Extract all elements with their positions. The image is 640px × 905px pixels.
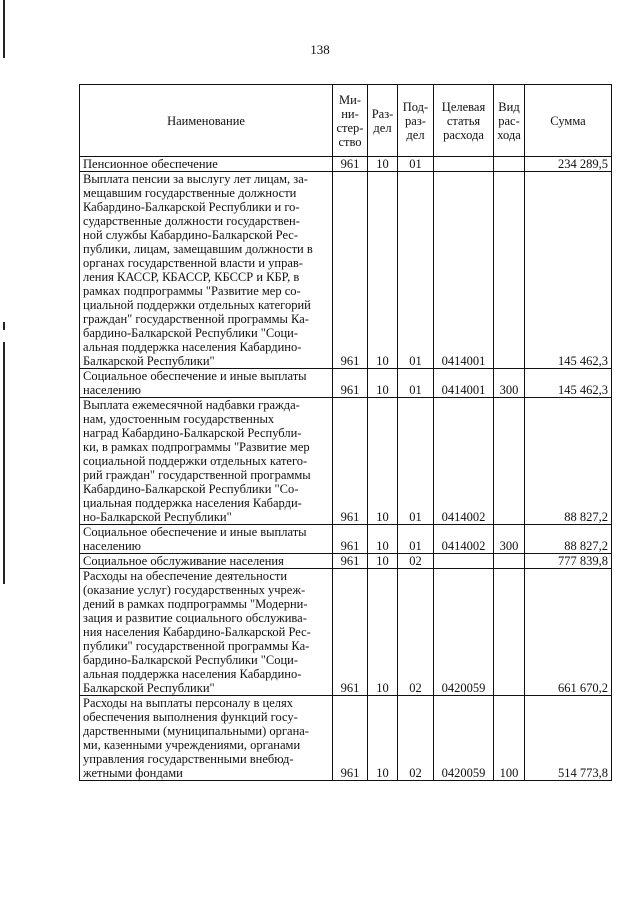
header-ministry: Ми- ни- стер- ство	[333, 85, 368, 157]
page-number: 138	[310, 42, 330, 57]
header-target: Целевая статья расхода	[434, 85, 494, 157]
row-type	[494, 157, 525, 172]
budget-table	[79, 84, 612, 781]
row-sum: 234 289,5	[525, 157, 612, 172]
row-subsection: 01	[398, 369, 434, 398]
row-sum: 777 839,8	[525, 554, 612, 569]
row-target	[434, 554, 494, 569]
row-ministry: 961	[333, 569, 368, 696]
row-name: Пенсионное обеспечение	[80, 157, 333, 172]
row-sum: 145 462,3	[525, 172, 612, 369]
table-row	[80, 398, 612, 525]
row-name: Социальное обслуживание населения	[80, 554, 333, 569]
row-section: 10	[368, 569, 398, 696]
row-sum: 661 670,2	[525, 569, 612, 696]
table-header-row	[80, 85, 612, 157]
row-subsection: 02	[398, 696, 434, 781]
table-row	[80, 696, 612, 781]
row-target: 0414001	[434, 172, 494, 369]
header-name: Наименование	[80, 85, 333, 157]
row-ministry: 961	[333, 369, 368, 398]
header-sum: Сумма	[525, 85, 612, 157]
row-ministry: 961	[333, 696, 368, 781]
row-section: 10	[368, 525, 398, 554]
row-ministry: 961	[333, 554, 368, 569]
table-row	[80, 569, 612, 696]
row-type: 300	[494, 525, 525, 554]
row-section: 10	[368, 554, 398, 569]
table-row	[80, 525, 612, 554]
row-target: 0414002	[434, 525, 494, 554]
row-section: 10	[368, 369, 398, 398]
row-ministry: 961	[333, 398, 368, 525]
row-name: Расходы на выплаты персоналу в целях обеспечения выполнения функций госу- дарственными (муниципальными) органа- ми, казенными учреждениями, органами управления государственными внебюд- жетными фондами	[80, 696, 333, 781]
header-subsection: Под- раз- дел	[398, 85, 434, 157]
row-subsection: 01	[398, 172, 434, 369]
row-target: 0420059	[434, 569, 494, 696]
row-sum: 88 827,2	[525, 398, 612, 525]
row-sum: 145 462,3	[525, 369, 612, 398]
row-sum: 514 773,8	[525, 696, 612, 781]
row-type	[494, 172, 525, 369]
scan-margin-mark	[3, 322, 5, 330]
row-section: 10	[368, 157, 398, 172]
row-ministry: 961	[333, 172, 368, 369]
scan-margin-mark	[3, 342, 5, 584]
row-type: 300	[494, 369, 525, 398]
row-section: 10	[368, 696, 398, 781]
row-name: Выплата пенсии за выслугу лет лицам, за- мещавшим государственные должности Кабардино-Балкарской Республики и го- сударственные должности государствен- ной службы Кабардино-Балкарской Рес- публики, лицам, замещавшим должности в органах государственной власти и управ- ления КАССР, КБАССР, КБССР и КБР, в рамках подпрограммы "Развитие мер со- циальной поддержки отдельных категорий граждан" государственной программы Ка- бардино-Балкарской Республики "Соци- альная поддержка населения Кабардино- Балкарской Республики"	[80, 172, 333, 369]
row-target: 0414002	[434, 398, 494, 525]
header-section: Раз- дел	[368, 85, 398, 157]
table-row	[80, 554, 612, 569]
row-sum: 88 827,2	[525, 525, 612, 554]
row-type	[494, 569, 525, 696]
row-subsection: 02	[398, 554, 434, 569]
row-target: 0414001	[434, 369, 494, 398]
row-ministry: 961	[333, 525, 368, 554]
table-row	[80, 369, 612, 398]
row-subsection: 01	[398, 525, 434, 554]
row-type	[494, 398, 525, 525]
row-type	[494, 554, 525, 569]
row-name: Социальное обеспечение и иные выплаты населению	[80, 369, 333, 398]
row-name: Выплата ежемесячной надбавки гражда- нам, удостоенным государственных наград Кабардино-Балкарской Республи- ки, в рамках подпрограммы "Развитие мер социальной поддержки отдельных катего- рий граждан" государственной программы Кабардино-Балкарской Республики "Со- циальная поддержка населения Кабарди- но-Балкарской Республики"	[80, 398, 333, 525]
row-section: 10	[368, 398, 398, 525]
row-target	[434, 157, 494, 172]
row-subsection: 01	[398, 157, 434, 172]
row-section: 10	[368, 172, 398, 369]
row-subsection: 02	[398, 569, 434, 696]
table-row	[80, 157, 612, 172]
row-ministry: 961	[333, 157, 368, 172]
header-type: Вид рас- хода	[494, 85, 525, 157]
row-target: 0420059	[434, 696, 494, 781]
row-name: Расходы на обеспечение деятельности (оказание услуг) государственных учреж- дений в рамках подпрограммы "Модерни- зация и развитие социального обслужива- ния населения Кабардино-Балкарской Рес- публики" государственной программы Ка- бардино-Балкарской Республики "Соци- альная поддержка населения Кабардино- Балкарской Республики"	[80, 569, 333, 696]
table-row	[80, 172, 612, 369]
row-type: 100	[494, 696, 525, 781]
row-subsection: 01	[398, 398, 434, 525]
row-name: Социальное обеспечение и иные выплаты населению	[80, 525, 333, 554]
